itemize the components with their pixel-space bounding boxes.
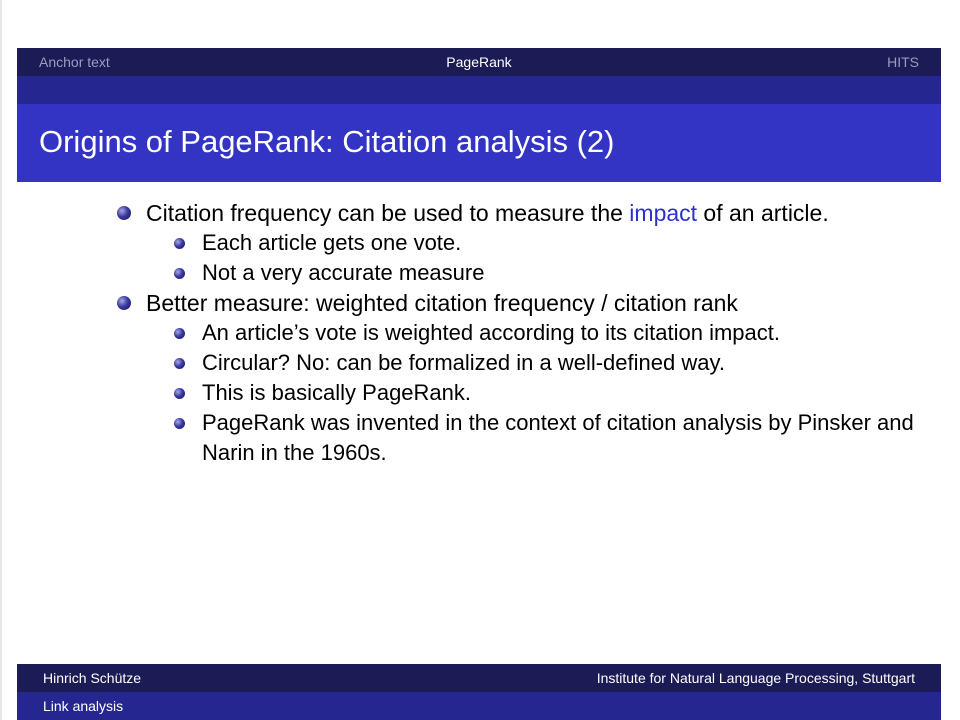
footer-section-bar	[17, 692, 941, 720]
bullet-ball-icon	[117, 296, 131, 310]
bullet-text: Better measure: weighted citation frequency / citation rank	[146, 290, 738, 316]
sub-bullet-list	[174, 228, 917, 288]
bullet-text	[146, 200, 829, 226]
sub-bullet-text: An article’s vote is weighted according to its citation impact.	[202, 320, 780, 345]
bullet-item	[117, 288, 917, 468]
footer-section-title: Link analysis	[43, 698, 124, 714]
sub-bullet-ball-icon	[174, 238, 185, 249]
bullet-item	[117, 198, 917, 288]
sub-bullet-text: PageRank was invented in the context of citation analysis by Pinsker and Narin in the 1960s.	[202, 410, 914, 465]
nav-link-hits[interactable]: HITS	[887, 54, 919, 70]
sub-bullet-item	[174, 408, 917, 468]
nav-link-pagerank[interactable]: PageRank	[446, 54, 512, 70]
sub-bullet-ball-icon	[174, 418, 185, 429]
slide-title: Origins of PageRank: Citation analysis (2)	[39, 124, 615, 159]
slide-content	[117, 198, 917, 468]
sub-bullet-item	[174, 318, 917, 348]
subsection-bar	[17, 76, 941, 104]
sub-bullet-text: Circular? No: can be formalized in a well-defined way.	[202, 350, 725, 375]
slide	[17, 48, 941, 720]
sub-bullet-item	[174, 348, 917, 378]
sub-bullet-ball-icon	[174, 328, 185, 339]
section-navigation-bar	[17, 48, 941, 76]
bullet-list	[117, 198, 917, 468]
footer-author: Hinrich Schütze	[43, 670, 142, 686]
page-edge-rule	[0, 0, 2, 720]
sub-bullet-text: This is basically PageRank.	[202, 380, 472, 405]
highlighted-term: impact	[629, 200, 698, 226]
footer-bar	[17, 664, 941, 692]
sub-bullet-ball-icon	[174, 268, 185, 279]
sub-bullet-item	[174, 378, 917, 408]
footer-institute: Institute for Natural Language Processing, Stuttgart	[596, 670, 915, 686]
sub-bullet-ball-icon	[174, 358, 185, 369]
nav-link-anchor-text[interactable]: Anchor text	[39, 54, 110, 70]
bullet-ball-icon	[117, 206, 131, 220]
sub-bullet-text: Each article gets one vote.	[202, 230, 462, 255]
bullet-text-before: Citation frequency can be used to measure the	[146, 200, 630, 226]
slide-title-bar	[17, 104, 941, 182]
sub-bullet-list	[174, 318, 917, 468]
sub-bullet-text: Not a very accurate measure	[202, 260, 485, 285]
bullet-text-after: of an article.	[697, 200, 829, 226]
sub-bullet-ball-icon	[174, 388, 185, 399]
sub-bullet-item	[174, 228, 917, 258]
sub-bullet-item	[174, 258, 917, 288]
